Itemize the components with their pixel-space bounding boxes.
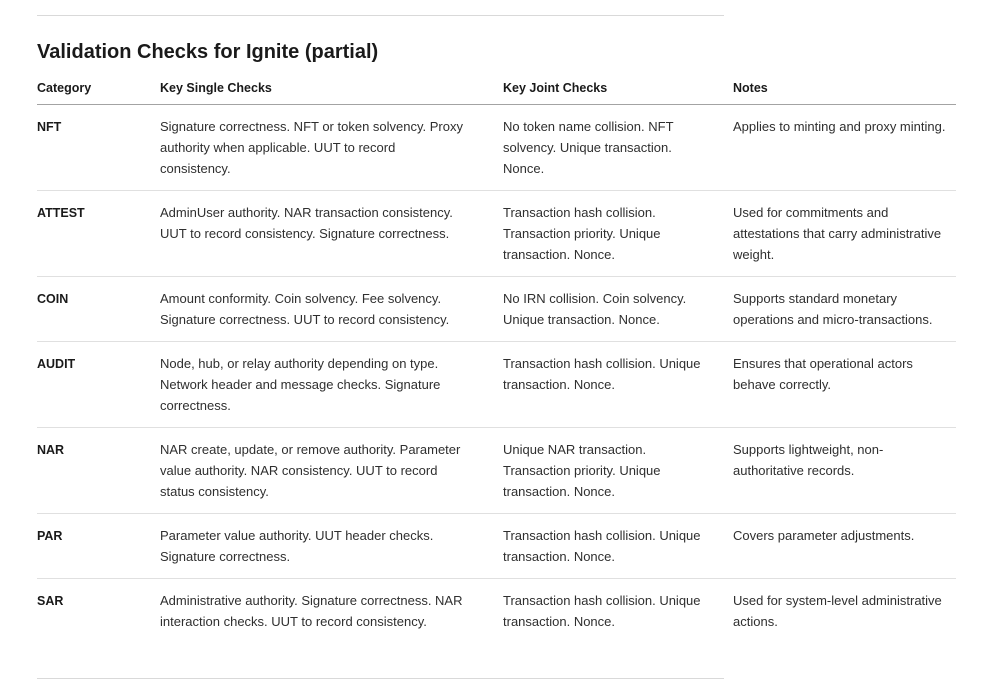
table-row (37, 277, 956, 342)
cell-key-joint-checks: Transaction hash collision. Unique transaction. Nonce. (503, 514, 733, 579)
cell-key-joint-checks: No IRN collision. Coin solvency. Unique transaction. Nonce. (503, 277, 733, 342)
cell-category: NAR (37, 428, 160, 514)
validation-checks-table (37, 68, 956, 643)
cell-key-single-checks: Signature correctness. NFT or token solvency. Proxy authority when applicable. UUT to record consistency. (160, 105, 503, 191)
cell-category: AUDIT (37, 342, 160, 428)
cell-category: PAR (37, 514, 160, 579)
cell-key-single-checks: NAR create, update, or remove authority. Parameter value authority. NAR consistency. UUT to record status consistency. (160, 428, 503, 514)
table-row (37, 428, 956, 514)
column-header-notes: Notes (733, 68, 956, 105)
table-header-row (37, 68, 956, 105)
table-body (37, 105, 956, 644)
cell-category: ATTEST (37, 191, 160, 277)
table-row (37, 342, 956, 428)
cell-notes: Covers parameter adjustments. (733, 514, 956, 579)
cell-key-single-checks: Parameter value authority. UUT header checks. Signature correctness. (160, 514, 503, 579)
cell-key-single-checks: Node, hub, or relay authority depending on type. Network header and message checks. Signature correctness. (160, 342, 503, 428)
cell-key-joint-checks: Transaction hash collision. Unique transaction. Nonce. (503, 593, 701, 629)
cell-key-single-checks: Administrative authority. Signature correctness. NAR interaction checks. UUT to record consistency. (160, 593, 463, 629)
cell-category: SAR (37, 594, 64, 608)
table-row (37, 191, 956, 277)
cell-category: COIN (37, 277, 160, 342)
cell-key-single-checks: Amount conformity. Coin solvency. Fee solvency. Signature correctness. UUT to record consistency. (160, 277, 503, 342)
bottom-divider (37, 678, 724, 679)
table-row (37, 514, 956, 579)
cell-key-joint-checks: Transaction hash collision. Unique transaction. Nonce. (503, 342, 733, 428)
cell-key-joint-checks: Unique NAR transaction. Transaction priority. Unique transaction. Nonce. (503, 428, 733, 514)
cell-key-joint-checks: No token name collision. NFT solvency. Unique transaction. Nonce. (503, 105, 733, 191)
page-title: Validation Checks for Ignite (partial) (37, 41, 379, 63)
column-header-category: Category (37, 68, 160, 105)
cell-notes: Applies to minting and proxy minting. (733, 105, 956, 191)
cell-key-joint-checks: Transaction hash collision. Transaction priority. Unique transaction. Nonce. (503, 191, 733, 277)
cell-key-single-checks: AdminUser authority. NAR transaction consistency. UUT to record consistency. Signature correctness. (160, 191, 503, 277)
column-header-key-single-checks: Key Single Checks (160, 68, 503, 105)
table-row (37, 105, 956, 191)
cell-notes: Ensures that operational actors behave correctly. (733, 342, 956, 428)
cell-notes: Supports standard monetary operations and micro-transactions. (733, 277, 956, 342)
cell-category: NFT (37, 105, 160, 191)
cell-notes: Supports lightweight, non-authoritative records. (733, 428, 956, 514)
table-row (37, 579, 956, 644)
column-header-key-joint-checks: Key Joint Checks (503, 68, 733, 105)
top-divider (37, 15, 724, 16)
cell-notes: Used for system-level administrative actions. (733, 593, 942, 629)
cell-notes: Used for commitments and attestations that carry administrative weight. (733, 191, 956, 277)
